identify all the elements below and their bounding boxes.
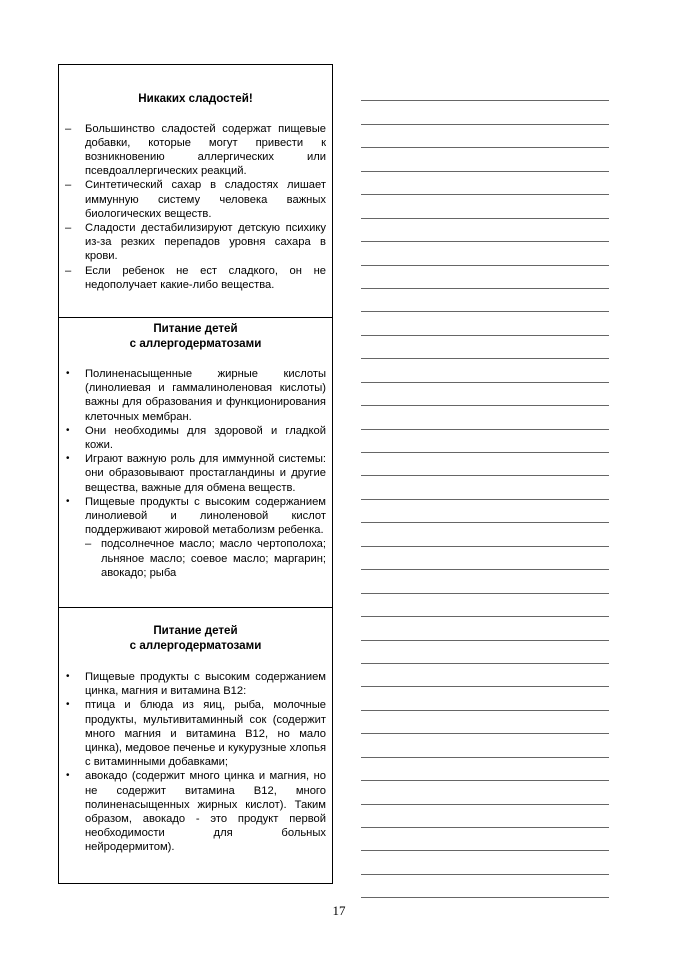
dash-marker: – (65, 264, 72, 277)
note-line (361, 875, 609, 898)
note-line (361, 312, 609, 335)
note-line (361, 641, 609, 664)
list-item-text: подсолнечное масло; масло чертополоха; льняное масло; соевое масло; маргарин; авокадо; рыба (101, 538, 326, 579)
list-item-text: птица и блюда из яиц, рыба, молочные продукты, мультивитаминный сок (содержит много магния и витамина В12, но мало цинка), медовое печенье и кукурузные хлопья с витаминными добавками; (85, 699, 326, 769)
note-line (361, 219, 609, 242)
bullet-marker: • (66, 424, 70, 436)
slide-title (59, 92, 332, 107)
list-item-text: Играют важную роль для иммунной системы: они образовывают простагландины и другие вещества, важные для обмена веществ. (85, 453, 326, 494)
note-line (361, 476, 609, 499)
note-line (361, 594, 609, 617)
list-item-text: Синтетический сахар в сладостях лишает иммунную систему человека важных биологических веществ. (85, 179, 326, 220)
note-line (361, 406, 609, 429)
note-line (361, 617, 609, 640)
slide-title-line: с аллергодерматозами (129, 336, 262, 350)
note-line (361, 758, 609, 781)
note-line (361, 242, 609, 265)
list-item-text: Пищевые продукты с высоким содержанием линолиевой и линоленовой кислот поддерживают жировой метаболизм ребенка. (85, 495, 326, 537)
list-item-text: Сладости дестабилизируют детскую психику из-за резких перепадов уровня сахара в крови. (85, 221, 326, 263)
note-line (361, 570, 609, 593)
note-line (361, 172, 609, 195)
list-item (59, 495, 332, 538)
note-line (361, 195, 609, 218)
bullet-marker: • (66, 671, 70, 682)
list-item (59, 424, 332, 452)
slide-title-line: с аллергодерматозами (129, 638, 262, 652)
note-line (361, 101, 609, 124)
note-line (361, 383, 609, 406)
note-line (361, 828, 609, 851)
list-item (59, 769, 332, 854)
slide-title (59, 322, 332, 351)
note-line (361, 687, 609, 710)
slides-column (58, 64, 333, 884)
note-line (361, 78, 609, 101)
list-item (59, 264, 332, 292)
list-item-text: Они необходимы для здоровой и гладкой кожи. (85, 424, 326, 452)
list-item (59, 452, 332, 495)
slide-title-line: Питание детей (153, 624, 238, 637)
note-line (361, 664, 609, 687)
page-number: 17 (332, 903, 346, 918)
bullet-marker: • (66, 453, 70, 465)
note-line (361, 430, 609, 453)
note-line (361, 734, 609, 757)
list-item (59, 670, 332, 698)
note-line (361, 289, 609, 312)
dash-marker: – (65, 122, 72, 135)
note-line (361, 453, 609, 476)
slide-list (59, 670, 332, 855)
note-line (361, 851, 609, 874)
note-line (361, 336, 609, 359)
note-line (361, 711, 609, 734)
sub-list-item (59, 537, 332, 580)
note-line (361, 125, 609, 148)
list-item (59, 367, 332, 424)
list-item (59, 122, 332, 179)
list-item (59, 698, 332, 769)
list-item-text: авокадо (содержит много цинка и магния, но не содержит витамина В12, много полиненасыщенных жирных кислот). Таким образом, авокадо - это продукт первой необходимости для больных нейродермитом). (85, 770, 326, 854)
list-item-text: Полиненасыщенные жирные кислоты (линолиевая и гаммалиноленовая кислоты) важны для образования и функционирования клеточных мембран. (85, 368, 326, 423)
dash-marker: – (85, 538, 92, 551)
list-item-text: Пищевые продукты с высоким содержанием цинка, магния и витамина В12: (85, 671, 326, 698)
note-line (361, 781, 609, 804)
note-line (361, 500, 609, 523)
note-line (361, 148, 609, 171)
bullet-marker: • (66, 770, 70, 782)
list-item (59, 178, 332, 221)
list-item-text: Если ребенок не ест сладкого, он не недополучает какие-либо вещества. (85, 264, 326, 291)
dash-marker: – (65, 179, 72, 192)
note-line (361, 266, 609, 289)
bullet-marker: • (66, 495, 70, 507)
slide-title-line: Питание детей (153, 322, 238, 335)
note-line (361, 359, 609, 382)
slide-list (59, 122, 332, 292)
bullet-marker: • (66, 699, 70, 711)
slide-no-sweets (59, 65, 332, 317)
list-item-text: Большинство сладостей содержат пищевые добавки, которые могут привести к возникновению аллергических или псевдоаллергических реакций. (85, 122, 326, 178)
notes-lines (361, 78, 609, 898)
note-line (361, 547, 609, 570)
slide-nutrition-fatty-acids (59, 317, 332, 607)
list-item (59, 221, 332, 264)
slide-title (59, 624, 332, 653)
dash-marker: – (65, 221, 72, 234)
slide-title-line: Никаких сладостей! (138, 92, 253, 105)
bullet-marker: • (66, 368, 70, 379)
note-line (361, 805, 609, 828)
slide-list (59, 367, 332, 580)
slide-nutrition-zinc-magnesium (59, 607, 332, 883)
note-line (361, 523, 609, 546)
